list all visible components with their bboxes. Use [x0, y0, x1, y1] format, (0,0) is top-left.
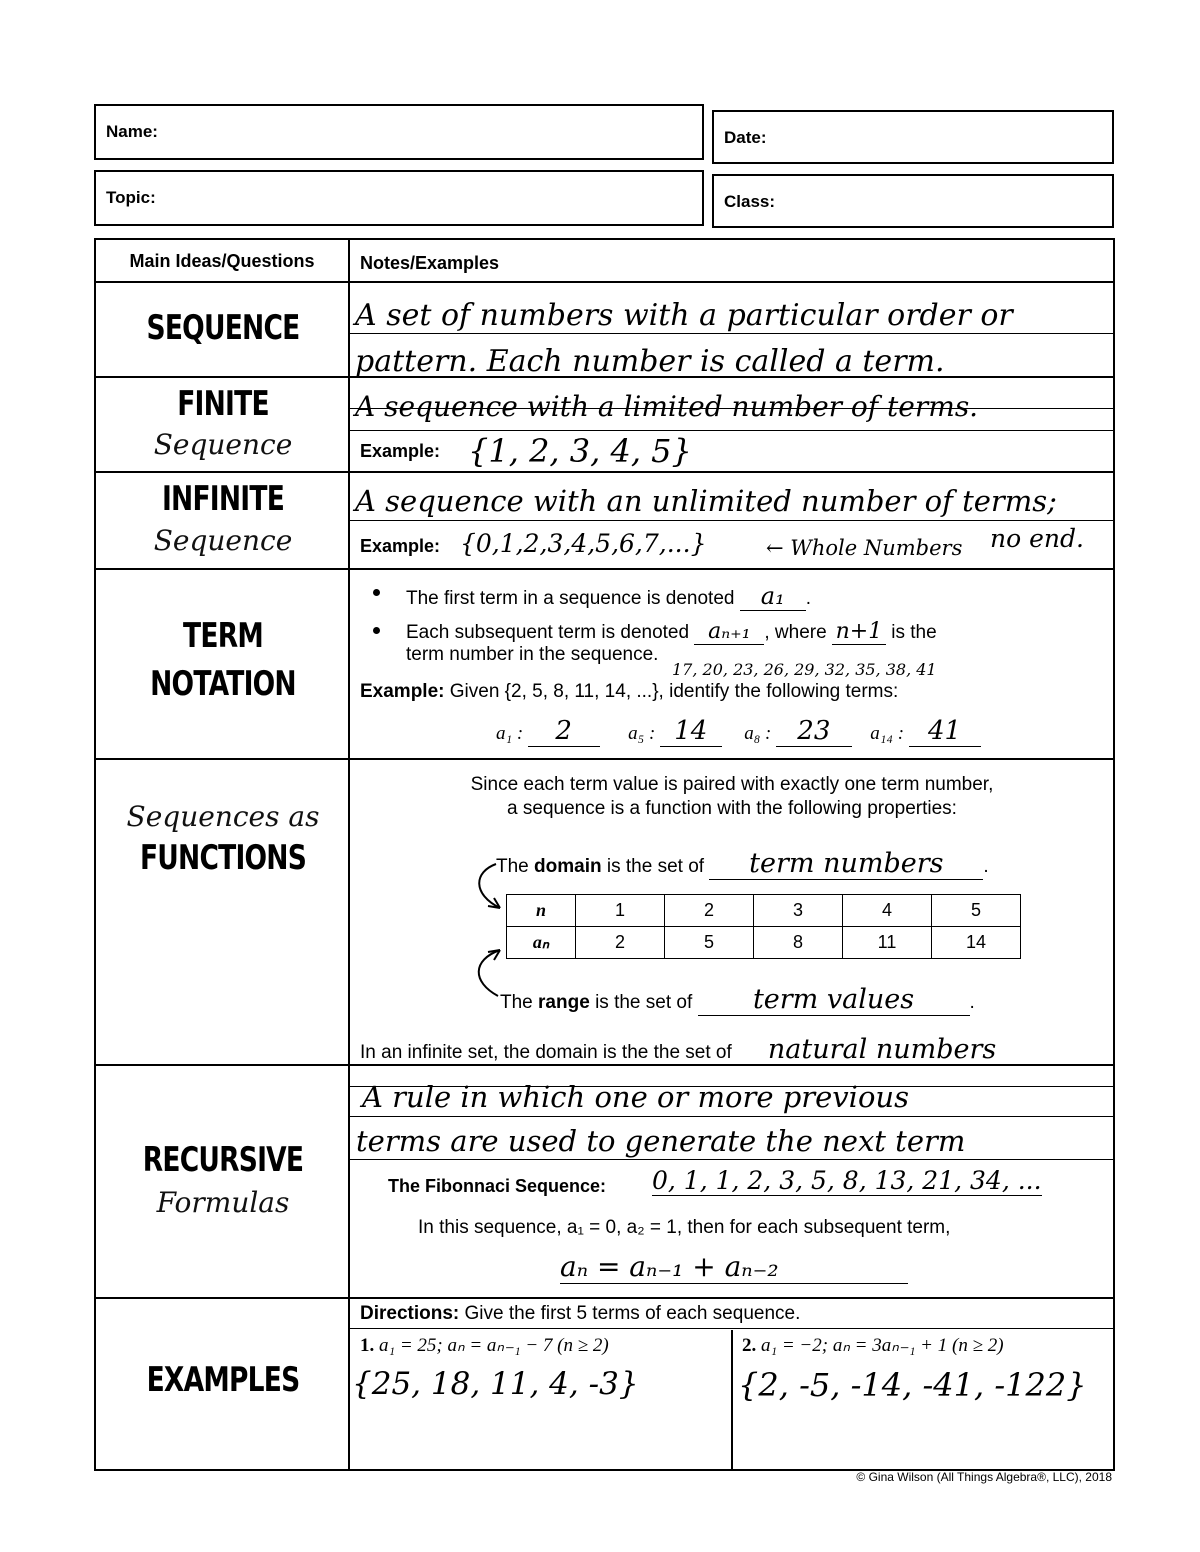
infinite-title: INFINITE — [161, 479, 285, 519]
ruled-line — [350, 333, 1114, 334]
notation-bullet1-fill: a₁ — [740, 582, 806, 611]
table-cell: 8 — [754, 927, 843, 959]
functions-infinite-fill: natural numbers — [737, 1034, 1027, 1066]
row-divider — [94, 471, 1115, 473]
table-header-n: n — [507, 895, 576, 927]
name-field[interactable] — [94, 104, 704, 160]
a8-label: a₈ : — [744, 723, 772, 744]
ruled-line — [350, 520, 1114, 521]
ruled-line — [350, 1116, 1114, 1117]
fibonacci-value: 0, 1, 1, 2, 3, 5, 8, 13, 21, 34, ... — [652, 1166, 1042, 1195]
table-cell: 3 — [754, 895, 843, 927]
notation-bullet2-post: is the — [891, 622, 937, 643]
ruled-line — [350, 430, 1114, 431]
column-header-notes: Notes/Examples — [360, 253, 500, 273]
functions-domain: The domain is the set of term numbers . — [496, 848, 989, 879]
examples-divider — [731, 1330, 733, 1470]
table-cell: 5 — [665, 927, 754, 959]
ruled-line — [350, 1328, 1114, 1329]
table-cell: 5 — [932, 895, 1021, 927]
topic-field[interactable] — [94, 170, 704, 226]
notation-handwritten-terms: 17, 20, 23, 26, 29, 32, 35, 38, 41 — [672, 660, 937, 679]
table-cell: 2 — [576, 927, 665, 959]
a1-label: a₁ : — [496, 723, 524, 744]
notation-answers — [496, 716, 981, 747]
infinite-subtitle: Sequence — [153, 524, 293, 557]
finite-example-label: Example: — [360, 441, 441, 461]
table-cell: 1 — [576, 895, 665, 927]
recursive-explain: In this sequence, a₁ = 0, a₂ = 1, then for each subsequent term, — [418, 1217, 951, 1238]
example2-number: 2. — [742, 1335, 757, 1356]
domain-post: is the set of — [606, 856, 705, 877]
examples-directions — [360, 1303, 800, 1325]
example1-rule — [360, 1334, 609, 1357]
infinite-arrow-note: ← Whole Numbers — [766, 536, 963, 560]
functions-title-line2: FUNCTIONS — [139, 838, 307, 878]
class-label: Class: — [724, 192, 776, 211]
infinite-definition: A sequence with an unlimited number of terms; — [355, 484, 1057, 518]
functions-infinite — [360, 1034, 1027, 1066]
range-pre: The — [500, 992, 533, 1013]
functions-title-line1: Sequences as — [126, 800, 320, 833]
examples-title: EXAMPLES — [146, 1360, 300, 1400]
recursive-subtitle: Formulas — [156, 1186, 290, 1219]
functions-intro-line2: a sequence is a function with the following properties: — [507, 798, 957, 819]
a5-value: 14 — [660, 716, 722, 747]
table-cell: 11 — [843, 927, 932, 959]
infinite-example-label: Example: — [360, 536, 441, 556]
range-word: range — [538, 992, 590, 1013]
a14-label: a₁₄ : — [870, 723, 905, 744]
column-divider — [348, 238, 350, 1471]
domain-arrow-icon — [466, 860, 510, 916]
table-cell: 14 — [932, 927, 1021, 959]
notation-title-line1: TERM — [183, 616, 263, 656]
domain-word: domain — [534, 856, 602, 877]
a1-value: 2 — [528, 716, 600, 747]
infinite-example-value: {0,1,2,3,4,5,6,7,...} — [460, 529, 707, 558]
example1-rule-text: a₁ = 25; aₙ = aₙ₋₁ − 7 (n ≥ 2) — [379, 1335, 609, 1356]
a14-value: 41 — [909, 716, 981, 747]
bullet-icon — [373, 627, 380, 634]
a8-value: 23 — [776, 716, 852, 747]
sequence-table — [506, 894, 1021, 959]
fibonacci-label: The Fibonnaci Sequence: — [388, 1176, 607, 1196]
finite-example-value: {1, 2, 3, 4, 5} — [468, 432, 692, 470]
finite-definition: A sequence with a limited number of terms. — [355, 390, 979, 423]
example1-number: 1. — [360, 1335, 375, 1356]
functions-intro-line1: Since each term value is paired with exactly one term number, — [470, 774, 994, 795]
range-fill: term values — [698, 984, 970, 1016]
domain-fill: term numbers — [709, 848, 983, 880]
row-divider — [94, 758, 1115, 760]
sequence-definition-line2: pattern. Each number is called a term. — [355, 344, 945, 379]
table-row-an — [507, 927, 1021, 959]
directions-text: Give the first 5 terms of each sequence. — [464, 1303, 801, 1324]
table-header-an: aₙ — [507, 927, 576, 959]
notation-bullet2-fill2: n+1 — [832, 619, 886, 645]
table-row-n — [507, 895, 1021, 927]
finite-title: FINITE — [177, 384, 269, 424]
bullet-icon — [373, 589, 380, 596]
sequence-definition-line1: A set of numbers with a particular order or — [355, 298, 1013, 333]
notation-bullet2-line2: term number in the sequence. — [406, 644, 659, 665]
row-divider — [94, 568, 1115, 570]
sequence-title: SEQUENCE — [146, 308, 300, 348]
range-post: is the set of — [595, 992, 693, 1013]
example2-answer: {2, -5, -14, -41, -122} — [738, 1366, 1087, 1404]
ruled-line — [350, 1159, 1114, 1160]
notation-bullet1: The first term in a sequence is denoted a₁ . — [406, 582, 812, 610]
notation-bullet2-mid: , where — [764, 622, 827, 643]
class-field[interactable] — [712, 174, 1114, 228]
notation-bullet2 — [406, 619, 937, 645]
notation-title-line2: NOTATION — [150, 664, 296, 704]
notation-bullet2-text: Each subsequent term is denoted — [406, 622, 690, 643]
functions-range: The range is the set of term values . — [500, 984, 975, 1015]
row-divider — [94, 1297, 1115, 1299]
example2-rule — [742, 1334, 1004, 1357]
copyright-footer: © Gina Wilson (All Things Algebra®, LLC), 2018 — [856, 1470, 1112, 1484]
a5-label: a₅ : — [628, 723, 656, 744]
finite-subtitle: Sequence — [153, 428, 293, 461]
notation-example — [360, 681, 898, 703]
domain-pre: The — [496, 856, 529, 877]
notation-bullet1-text: The first term in a sequence is denoted — [406, 588, 735, 609]
example2-rule-text: a₁ = −2; aₙ = 3aₙ₋₁ + 1 (n ≥ 2) — [761, 1335, 1004, 1356]
functions-infinite-text: In an infinite set, the domain is the the set of — [360, 1042, 732, 1063]
directions-label: Directions: — [360, 1303, 460, 1324]
recursive-formula: aₙ = aₙ₋₁ + aₙ₋₂ — [560, 1250, 908, 1284]
notation-example-text: Given {2, 5, 8, 11, 14, ...}, identify the following terms: — [449, 681, 899, 702]
notation-example-label: Example: — [360, 681, 445, 702]
infinite-no-end: no end. — [990, 524, 1084, 553]
row-divider — [94, 281, 1115, 283]
column-header-main-ideas: Main Ideas/Questions — [129, 251, 315, 271]
recursive-line2: terms are used to generate the next term — [356, 1124, 966, 1158]
notation-bullet2-fill: aₙ₊₁ — [694, 619, 764, 645]
date-field[interactable] — [712, 110, 1114, 164]
table-cell: 4 — [843, 895, 932, 927]
date-label: Date: — [724, 128, 767, 147]
topic-label: Topic: — [106, 188, 156, 207]
recursive-line1: A rule in which one or more previous — [362, 1080, 909, 1114]
name-label: Name: — [106, 122, 158, 141]
recursive-title: RECURSIVE — [142, 1140, 304, 1180]
example1-answer: {25, 18, 11, 4, -3} — [352, 1366, 639, 1402]
table-cell: 2 — [665, 895, 754, 927]
